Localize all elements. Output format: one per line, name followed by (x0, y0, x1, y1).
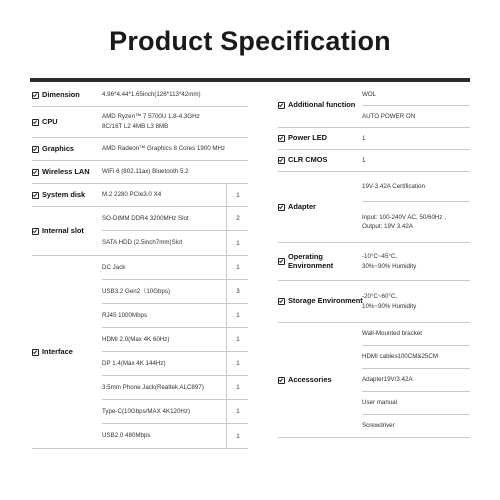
checkbox-icon (32, 146, 39, 153)
spec-value-cell (362, 323, 470, 346)
spec-label (32, 84, 80, 106)
spec-label-text: Graphics (42, 143, 75, 153)
spec-value-cell (362, 172, 470, 202)
spec-value-cell (362, 369, 470, 392)
spec-value-text: AMD Radeon™ Graphics 8 Cores 1900 MHz (102, 145, 226, 153)
spec-value-text: -20°C~60°C, (362, 293, 398, 301)
spec-label (278, 323, 332, 437)
spec-row-dimension (32, 84, 248, 107)
checkbox-icon (278, 258, 285, 265)
spec-value-text: AMD Ryzen™ 7 5700U 1.8-4.3GHz (102, 113, 200, 121)
spec-label-text: CPU (42, 116, 58, 126)
spec-value-cell (102, 107, 248, 137)
spec-label (32, 207, 84, 255)
spec-value-cell (102, 138, 248, 160)
spec-label-text: CLR CMOS (288, 155, 328, 165)
checkbox-icon (278, 377, 285, 384)
spec-quantity: 1 (226, 304, 249, 327)
spec-label-text: System disk (42, 189, 86, 199)
spec-label (278, 150, 327, 171)
spec-label-text: Operating Environment (288, 251, 334, 270)
spec-value-cell (102, 84, 248, 106)
checkbox-icon (32, 192, 39, 199)
spec-value-cell (102, 161, 248, 183)
spec-row-additional-function (278, 84, 470, 128)
spec-value-text: USB3.2 Gen2（10Gbps) (102, 287, 171, 295)
spec-value-cell (362, 243, 470, 280)
spec-value-text: USB2.0 480Mbps (102, 432, 151, 440)
spec-quantity: 1 (226, 376, 249, 399)
checkbox-icon (32, 119, 39, 126)
spec-value-cell (362, 392, 470, 415)
spec-value-text: WiFi 6 (802.11ax) Bluetooth 5.2 (102, 168, 189, 176)
spec-value-cell (102, 376, 248, 400)
spec-value-cell (102, 184, 248, 206)
spec-quantity: 1 (226, 400, 249, 423)
spec-quantity: 1 (226, 424, 249, 448)
spec-row-power-led (278, 128, 470, 150)
spec-row-operating-environment (278, 243, 470, 281)
header-divider (30, 78, 470, 82)
spec-quantity: 3 (226, 280, 249, 303)
spec-value-text: 8C/16T L2 4MB L3 8MB (102, 123, 169, 130)
checkbox-icon (278, 298, 285, 305)
spec-value-text: AUTO POWER ON (362, 112, 416, 120)
spec-value-text: DP 1.4(Max 4K 144Hz) (102, 359, 166, 367)
spec-label-text: Accessories (288, 374, 332, 384)
spec-value-cell (102, 256, 248, 280)
spec-value-text: 19V-3.42A Certification (362, 182, 425, 190)
spec-value-text: RJ45 1000Mbps (102, 311, 148, 319)
spec-value-cell (362, 346, 470, 369)
spec-label (32, 161, 90, 183)
left-spec-table (32, 84, 248, 449)
checkbox-icon (32, 92, 39, 99)
spec-value-cell (362, 84, 470, 106)
spec-row-adapter (278, 172, 470, 243)
spec-value-cell (362, 281, 470, 322)
spec-value-text: M.2 2280 PCIe3.0 X4 (102, 191, 162, 199)
spec-label-text: Internal slot (42, 225, 84, 235)
spec-value-text: DC Jack (102, 263, 126, 271)
spec-quantity: 1 (226, 231, 249, 255)
spec-value-cell (102, 304, 248, 328)
checkbox-icon (32, 228, 39, 235)
spec-value-text: SATA HDD (2.5inch7mm)Slot (102, 239, 183, 247)
spec-row-interface (32, 256, 248, 449)
page-title: Product Specification (109, 26, 391, 56)
spec-quantity: 1 (226, 352, 249, 375)
spec-label (32, 184, 85, 206)
spec-label-text: Storage Environment (288, 296, 363, 306)
spec-row-internal-slot (32, 207, 248, 256)
spec-value-cell (102, 207, 248, 231)
spec-row-clr-cmos (278, 150, 470, 172)
spec-row-storage-environment (278, 281, 470, 323)
spec-label (278, 172, 316, 242)
spec-row-accessories (278, 323, 470, 438)
checkbox-icon (278, 135, 285, 142)
spec-value-text: Output: 19V 3.42A (362, 223, 413, 230)
spec-value-cell (362, 150, 470, 171)
spec-value-cell (102, 400, 248, 424)
spec-row-cpu (32, 107, 248, 138)
spec-label (278, 128, 327, 149)
spec-value-cell (362, 415, 470, 437)
checkbox-icon (32, 349, 39, 356)
spec-label-text: Wireless LAN (42, 166, 90, 176)
spec-quantity: 2 (226, 207, 249, 230)
spec-label-text: Interface (42, 346, 73, 356)
right-spec-table (278, 84, 470, 438)
spec-value-text: 4.96*4.44*1.65inch(126*113*42mm) (102, 91, 201, 99)
spec-value-cell (362, 202, 470, 242)
spec-value-text: SO-DIMM DDR4 3200MHz Slot (102, 214, 189, 222)
spec-value-text: 1 (362, 156, 366, 164)
spec-value-cell (102, 231, 248, 255)
spec-value-text: 3.5mm Phone Jack(Realtek ALC897) (102, 383, 204, 391)
spec-value-cell (362, 128, 470, 149)
spec-row-wireless-lan (32, 161, 248, 184)
spec-value-text: HDMI cables100CM&25CM (362, 353, 438, 361)
spec-quantity: 1 (226, 256, 249, 279)
spec-label (278, 84, 355, 127)
spec-quantity: 1 (226, 184, 249, 206)
spec-value-text: Screwdriver (362, 422, 395, 430)
spec-row-graphics (32, 138, 248, 161)
spec-label (32, 107, 58, 137)
spec-label (278, 281, 363, 322)
checkbox-icon (32, 169, 39, 176)
spec-label-text: Dimension (42, 89, 80, 99)
spec-value-cell (362, 106, 470, 127)
spec-value-text: User manual (362, 399, 398, 407)
spec-value-text: HDMI 2.0(Max 4K 60Hz) (102, 335, 170, 343)
checkbox-icon (278, 204, 285, 211)
spec-value-text: Wall-Mounted bracket (362, 330, 422, 338)
spec-value-text: -10°C~45°C, (362, 253, 398, 261)
checkbox-icon (278, 102, 285, 109)
spec-label (278, 243, 366, 280)
spec-value-text: Adapter19V/3.42A (362, 376, 413, 384)
spec-value-text: 10%~90% Humidity (362, 302, 417, 310)
spec-value-cell (102, 280, 248, 304)
spec-value-cell (102, 352, 248, 376)
spec-quantity: 1 (226, 328, 249, 351)
spec-label (32, 138, 74, 160)
spec-label (32, 256, 73, 448)
spec-value-cell (102, 424, 248, 448)
spec-label-text: Power LED (288, 133, 328, 143)
spec-value-text: Type-C(10Gbps/MAX 4K120Hz) (102, 407, 191, 415)
spec-row-system-disk (32, 184, 248, 207)
spec-label-text: Adapter (288, 201, 316, 211)
spec-value-text: Input: 100-240V AC, 50/60Hz , (362, 213, 446, 221)
spec-label-text: Additional function (288, 100, 356, 110)
checkbox-icon (278, 157, 285, 164)
spec-value-text: 30%~90% Humidity (362, 262, 417, 270)
spec-value-cell (102, 328, 248, 352)
spec-value-text: 1 (362, 134, 366, 142)
spec-value-text: WOL (362, 90, 377, 98)
